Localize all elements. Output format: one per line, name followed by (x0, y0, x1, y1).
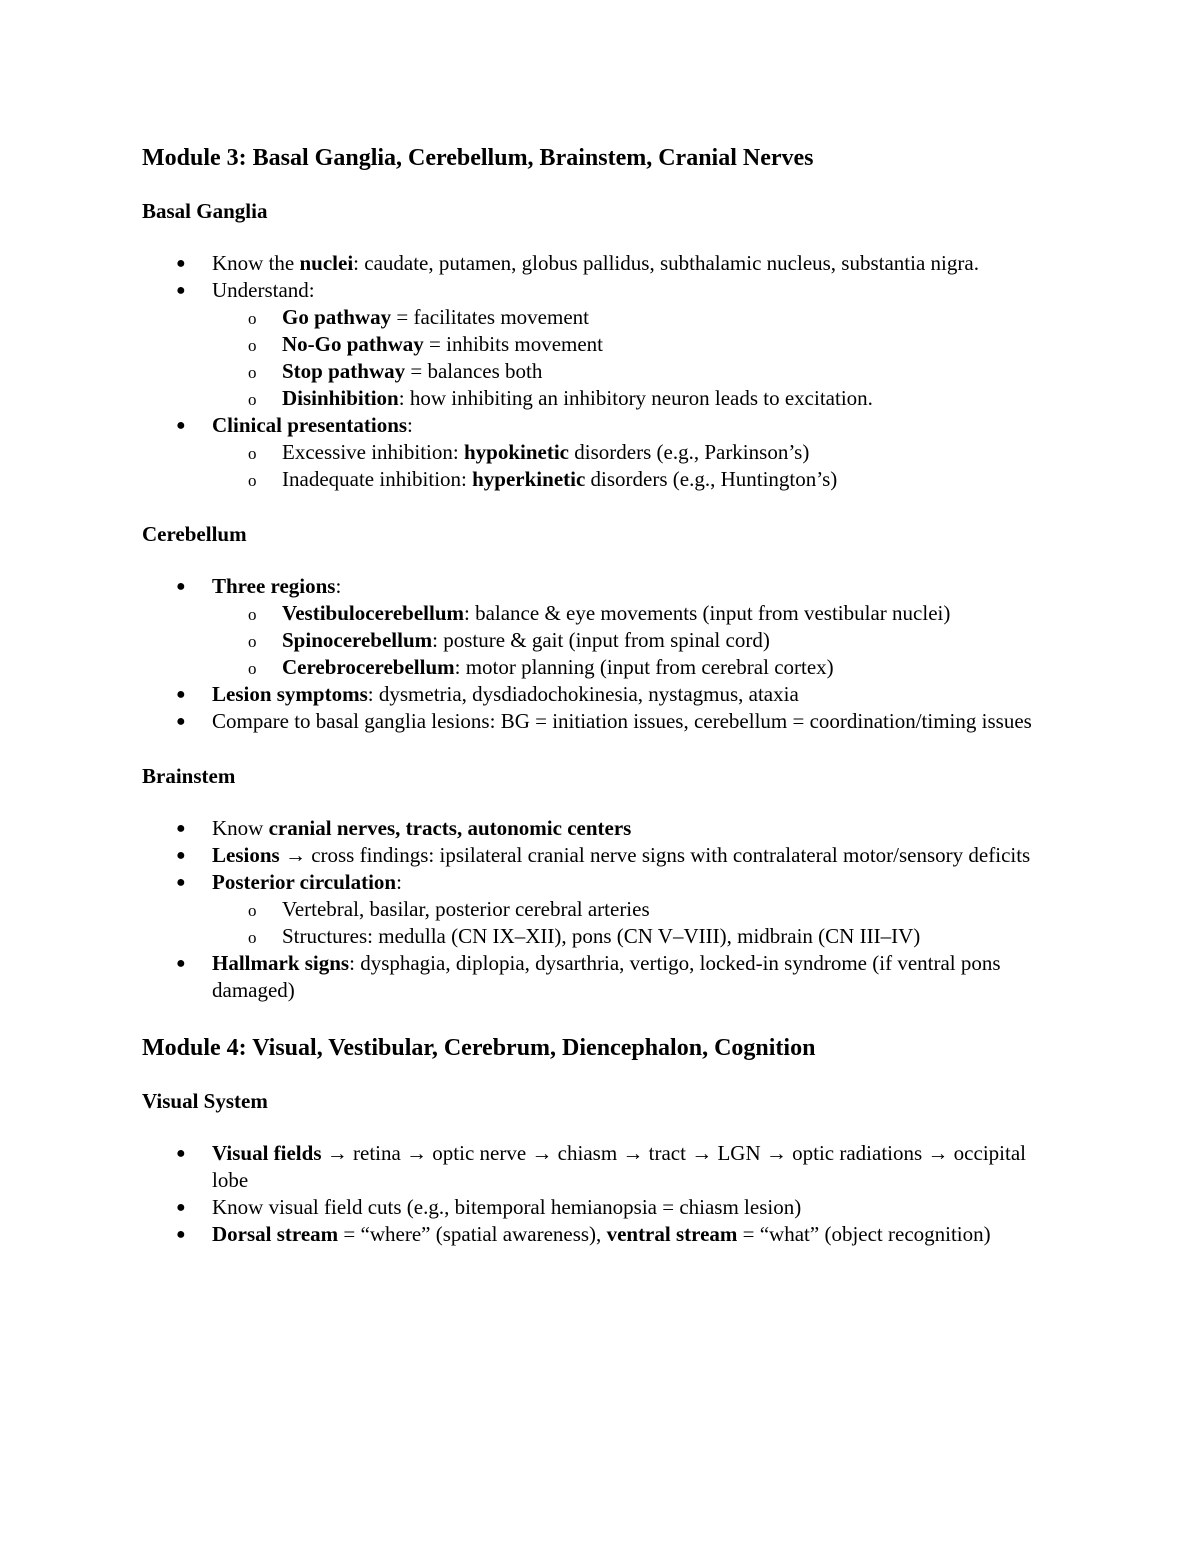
list-item: ● Three regions: o Vestibulocerebellum: balance & eye movements (input from vestibular nuclei) o Spinocerebellum: posture & gait (input from spinal cord) o Cerebrocerebellum: motor planning (input from cerebral cortex) (142, 573, 1062, 681)
basal-ganglia-list (142, 250, 1062, 493)
module-3-title: Module 3: Basal Ganglia, Cerebellum, Brainstem, Cranial Nerves (142, 145, 814, 171)
list-item: ● Understand: o Go pathway = facilitates movement o No-Go pathway = inhibits movement o Stop pathway = balances both o Disinhibition: how inhibiting an inhibitory neuron leads to excitation. (142, 277, 1062, 412)
sub-list-item: o Structures: medulla (CN IX–XII), pons (CN V–VIII), midbrain (CN III–IV) (212, 923, 1062, 950)
sub-bullet-icon: o (248, 309, 257, 328)
bullet-icon: ● (176, 255, 186, 272)
sub-bullet-icon: o (248, 390, 257, 409)
sub-list (212, 896, 1062, 950)
list-item: ● Dorsal stream = “where” (spatial awareness), ventral stream = “what” (object recognition) (176, 1222, 991, 1246)
list-item: ● Know the nuclei: caudate, putamen, globus pallidus, subthalamic nucleus, substantia nigra. (176, 251, 979, 275)
sub-bullet-icon: o (248, 444, 257, 463)
list-item: ● Clinical presentations: o Excessive inhibition: hypokinetic disorders (e.g., Parkinson’s) o Inadequate inhibition: hyperkinetic disorders (e.g., Huntington’s) (142, 412, 1062, 493)
section-visual-system-heading: Visual System (142, 1089, 268, 1113)
bullet-icon: ● (176, 847, 186, 864)
bullet-icon: ● (176, 955, 186, 972)
sub-bullet-icon: o (248, 363, 257, 382)
list-item: ● Posterior circulation: o Vertebral, basilar, posterior cerebral arteries o Structures: medulla (CN IX–XII), pons (CN V–VIII), midbrain (CN III–IV) (142, 869, 1062, 950)
bullet-icon: ● (176, 578, 186, 595)
bullet-icon: ● (176, 713, 186, 730)
section-brainstem-heading: Brainstem (142, 764, 236, 788)
sub-bullet-icon: o (248, 901, 257, 920)
brainstem-list (142, 815, 1062, 1004)
module-4-title: Module 4: Visual, Vestibular, Cerebrum, Diencephalon, Cognition (142, 1035, 816, 1061)
visual-system-list (142, 1140, 1062, 1248)
sub-list (212, 600, 1062, 681)
sub-list (212, 439, 1062, 493)
bullet-icon: ● (176, 1226, 186, 1243)
sub-bullet-icon: o (248, 928, 257, 947)
sub-bullet-icon: o (248, 336, 257, 355)
cerebellum-list (142, 573, 1062, 735)
sub-bullet-icon: o (248, 659, 257, 678)
sub-bullet-icon: o (248, 605, 257, 624)
list-item: ● Lesions → cross findings: ipsilateral cranial nerve signs with contralateral motor/sensory deficits (176, 843, 1031, 867)
sub-list-item: o Stop pathway = balances both (212, 358, 1062, 385)
list-item: ● Lesion symptoms: dysmetria, dysdiadochokinesia, nystagmus, ataxia (176, 682, 799, 706)
document-page (142, 143, 1062, 1248)
bullet-icon: ● (176, 820, 186, 837)
sub-list-item: o No-Go pathway = inhibits movement (212, 331, 1062, 358)
sub-list-item: o Cerebrocerebellum: motor planning (input from cerebral cortex) (212, 654, 1062, 681)
sub-list-item: o Inadequate inhibition: hyperkinetic disorders (e.g., Huntington’s) (212, 466, 1062, 493)
bullet-icon: ● (176, 874, 186, 891)
section-basal-ganglia-heading: Basal Ganglia (142, 199, 268, 223)
sub-list-item: o Vertebral, basilar, posterior cerebral arteries (212, 896, 1062, 923)
sub-list (212, 304, 1062, 412)
sub-list-item: o Disinhibition: how inhibiting an inhibitory neuron leads to excitation. (212, 385, 1062, 412)
bullet-icon: ● (176, 282, 186, 299)
list-item: ● Compare to basal ganglia lesions: BG = initiation issues, cerebellum = coordination/timing issues (176, 709, 1032, 733)
sub-list-item: o Vestibulocerebellum: balance & eye movements (input from vestibular nuclei) (212, 600, 1062, 627)
bullet-icon: ● (176, 417, 186, 434)
list-item: ● Know visual field cuts (e.g., bitemporal hemianopsia = chiasm lesion) (176, 1195, 802, 1219)
list-item: ● Visual fields → retina → optic nerve → chiasm → tract → LGN → optic radiations → occipital lobe (176, 1141, 1026, 1192)
sub-list-item: o Spinocerebellum: posture & gait (input from spinal cord) (212, 627, 1062, 654)
sub-list-item: o Go pathway = facilitates movement (212, 304, 1062, 331)
list-item: ● Know cranial nerves, tracts, autonomic centers (176, 816, 632, 840)
sub-list-item: o Excessive inhibition: hypokinetic disorders (e.g., Parkinson’s) (212, 439, 1062, 466)
bullet-icon: ● (176, 1199, 186, 1216)
sub-bullet-icon: o (248, 471, 257, 490)
sub-bullet-icon: o (248, 632, 257, 651)
section-cerebellum-heading: Cerebellum (142, 522, 247, 546)
bullet-icon: ● (176, 686, 186, 703)
bullet-icon: ● (176, 1145, 186, 1162)
list-item: ● Hallmark signs: dysphagia, diplopia, dysarthria, vertigo, locked-in syndrome (if ventral pons damaged) (176, 951, 1001, 1002)
